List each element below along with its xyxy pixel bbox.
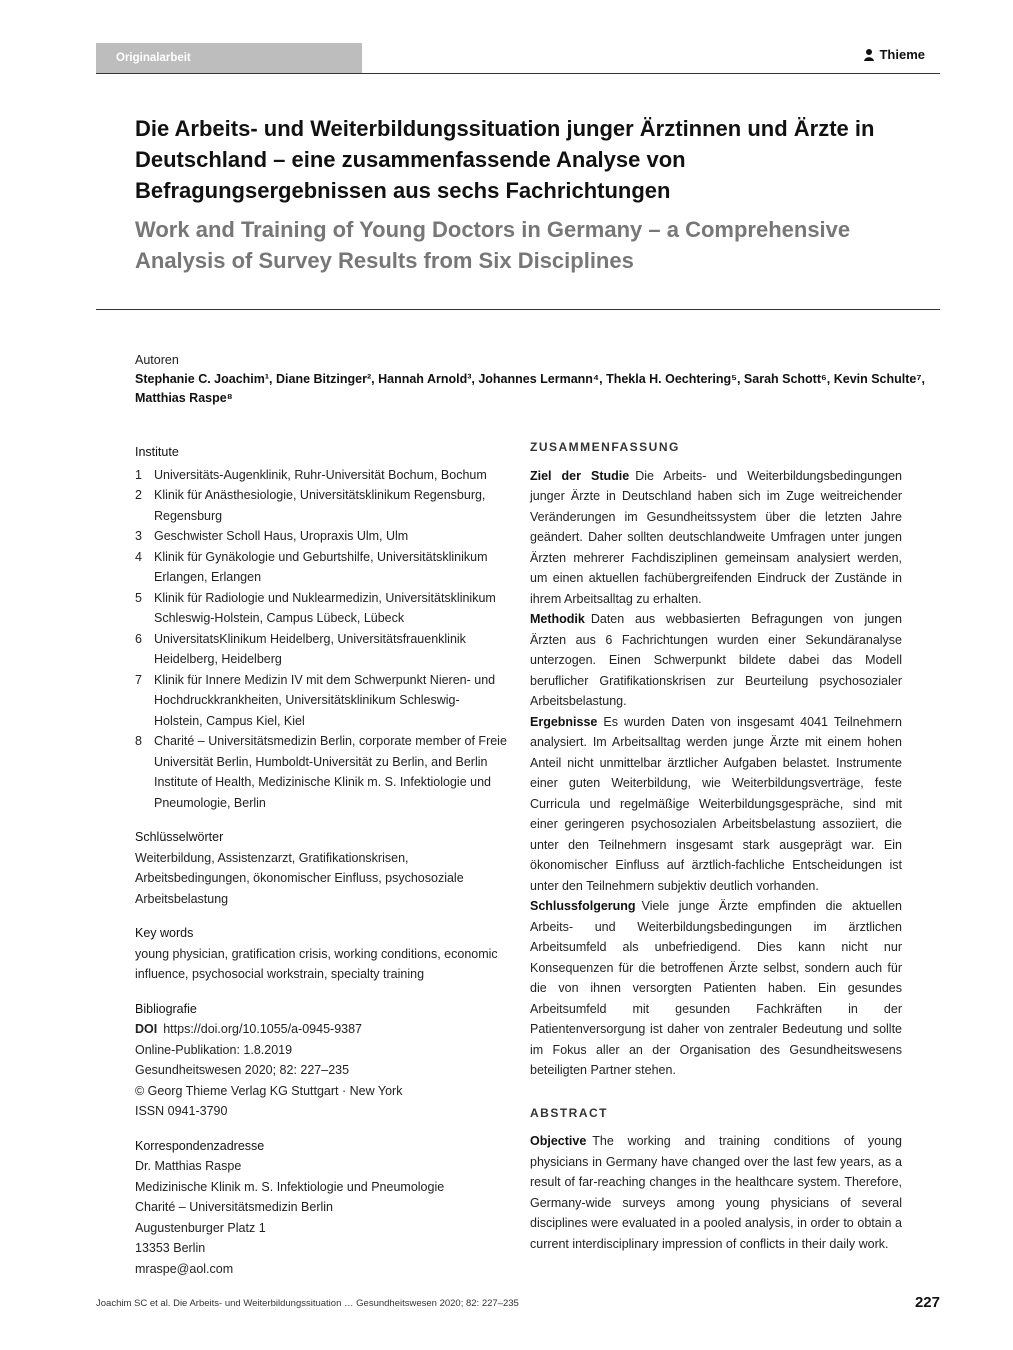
- institute-text: Klinik für Anästhesiologie, Universitätsklinikum Regensburg, Regensburg: [154, 488, 486, 523]
- korrespondenz-label: Korrespondenzadresse: [135, 1138, 265, 1153]
- title-german: Die Arbeits- und Weiterbildungssituation junger Ärztinnen und Ärzte in Deutschland – eine zusammenfassende Analyse von Befragungsergebnissen aus sechs Fachrichtungen: [135, 116, 875, 203]
- title-rule: [96, 309, 940, 310]
- korrespondenz-line: 13353 Berlin: [135, 1241, 206, 1255]
- page-number: 227: [914, 1294, 940, 1311]
- journal-citation: Gesundheitswesen 2020; 82: 227–235: [135, 1063, 350, 1077]
- institute-number: 1: [135, 467, 142, 482]
- publisher-logo: [863, 47, 925, 62]
- institute-number: 2: [135, 488, 142, 502]
- institute-item: [135, 547, 507, 588]
- ergebnisse-paragraph: [530, 712, 902, 897]
- zusammenfassung-heading: ZUSAMMENFASSUNG: [530, 440, 680, 454]
- abstract-heading: ABSTRACT: [530, 1105, 608, 1120]
- bibliografie-label: Bibliografie: [135, 1001, 197, 1016]
- section-label: Originalarbeit: [96, 43, 362, 74]
- institute-number: 7: [135, 672, 142, 687]
- schluss-text: Viele junge Ärzte empfinden die aktuellen Arbeits- und Weiterbildungsbedingungen im ärztlichen Arbeitsumfeld als unbefriedigend. Dies kann nicht nur Konsequenzen für die betroffenen Ärzte selbst, sondern auch für die von ihnen versorgten Patienten haben. Ein gesundes Arbeitsumfeld mit gesunden Fachkräften in der Patientenversorgung ist daher von zentraler Bedeutung und sollte im Fokus aller an der Organisation des Gesundheitswesens beteiligten Partner stehen.: [530, 899, 902, 1077]
- institute-text: Klinik für Radiologie und Nuklearmedizin, Universitätsklinikum Schleswig-Holstein, Campus Lübeck, Lübeck: [154, 590, 496, 625]
- authors-names: Stephanie C. Joachim¹, Diane Bitzinger², Hannah Arnold³, Johannes Lermann⁴, Thekla H. Oechtering⁵, Sarah Schott⁶, Kevin Schulte⁷, Matthias Raspe⁸: [135, 372, 926, 405]
- methodik-paragraph: [530, 609, 902, 712]
- metadata-column: [135, 442, 507, 1279]
- email-link[interactable]: mraspe@aol.com: [135, 1261, 234, 1276]
- doi-link[interactable]: https://doi.org/10.1055/a-0945-9387: [163, 1022, 362, 1036]
- institute-number: 5: [135, 590, 142, 605]
- objective-text: The working and training conditions of young physicians in Germany have changed over the last few years, as a result of far-reaching changes in the healthcare system. Therefore, Germany-wide surveys among young physicians of several disciplines were evaluated in a pooled analysis, in order to obtain a current interdisciplinary impression of conflicts in their daily work.: [530, 1134, 902, 1251]
- keywords-text: young physician, gratification crisis, working conditions, economic influence, psychosocial workstrain, specialty training: [135, 946, 498, 981]
- institute-item: [135, 629, 507, 670]
- bibliografie-section: [135, 999, 507, 1122]
- korrespondenz-line: Medizinische Klinik m. S. Infektiologie und Pneumologie: [135, 1179, 445, 1194]
- korrespondenz-line: Charité – Universitätsmedizin Berlin: [135, 1200, 333, 1214]
- institutes-list: [135, 465, 507, 814]
- institute-item: [135, 526, 507, 547]
- korrespondenz-line: Augustenburger Platz 1: [135, 1220, 266, 1235]
- ziel-text: Die Arbeits- und Weiterbildungsbedingungen junger Ärzte in Deutschland haben sich im Zuge weitreichender Veränderungen im Gesundheitssystem über die letzten Jahre geändert. Daher sollten deutschlandweite Umfragen unter jungen Ärzten mehrerer Fachdisziplinen gemeinsam analysiert werden, um einen aktuellen fachübergreifenden Eindruck der Zustände in ihrem Arbeitsalltag zu erhalten.: [530, 468, 902, 606]
- institute-text: UniversitatsKlinikum Heidelberg, Universitätsfrauenklinik Heidelberg, Heidelberg: [154, 631, 466, 666]
- publisher-name: Thieme: [879, 47, 925, 62]
- institutes-section: [135, 442, 507, 813]
- ergebnisse-text: Es wurden Daten von insgesamt 4041 Teilnehmern analysiert. Im Arbeitsalltag werden junge Ärzte mit einem hohen Anteil nicht unmittelbar ärztlicher Aufgaben belastet. Instrumente einer guten Weiterbildung, wie Weiterbildungsverträge, feste Curricula und regelmäßige Weiterbildungsgespräche, sind mit einer geringeren psychosozialen Arbeitsbelastung assoziiert, die unter den Teilnehmern insgesamt stark ausgeprägt war. Ein ökonomischer Einfluss auf ärztlich-fachliche Entscheidungen ist unter den Teilnehmern subjektiv deutlich vorhanden.: [530, 714, 902, 893]
- authors-label: Autoren: [135, 353, 179, 367]
- institute-text: Klinik für Gynäkologie und Geburtshilfe, Universitätsklinikum Erlangen, Erlangen: [154, 549, 488, 584]
- institute-text: Charité – Universitätsmedizin Berlin, corporate member of Freie Universität Berlin, Humboldt-Universität zu Berlin, and Berlin Institute of Health, Medizinische Klinik m. S. Infektiologie und Pneumologie, Berlin: [154, 734, 507, 810]
- objective-label: Objective: [530, 1134, 587, 1148]
- thieme-logo-icon: [863, 48, 875, 62]
- ziel-label: Ziel der Studie: [530, 468, 630, 483]
- institute-item: [135, 485, 507, 526]
- ergebnisse-label: Ergebnisse: [530, 714, 598, 729]
- korrespondenz-section: [135, 1136, 507, 1280]
- institute-item: [135, 588, 507, 629]
- institute-number: 3: [135, 529, 142, 543]
- abstract-column: [530, 437, 902, 1254]
- institute-item: [135, 670, 507, 732]
- authors-block: [135, 351, 925, 408]
- objective-paragraph: [530, 1131, 902, 1254]
- institute-text: Universitäts-Augenklinik, Ruhr-Universität Bochum, Bochum: [154, 467, 487, 482]
- methodik-label: Methodik: [530, 612, 585, 626]
- title-english: Work and Training of Young Doctors in Germany – a Comprehensive Analysis of Survey Results from Six Disciplines: [135, 217, 851, 273]
- header-rule: [96, 73, 940, 74]
- issn: ISSN 0941-3790: [135, 1104, 228, 1118]
- methodik-text: Daten aus webbasierten Befragungen von jungen Ärzten aus 6 Fachrichtungen wurden einer Sekundäranalyse unterzogen. Einen Schwerpunkt bildete dabei das Modell beruflicher Gratifikationskrisen zur Beurteilung psychosozialer Arbeitsbelastung.: [530, 612, 902, 708]
- institute-number: 6: [135, 631, 142, 646]
- schluss-label: Schlussfolgerung: [530, 899, 636, 913]
- ziel-paragraph: [530, 466, 902, 610]
- korrespondenz-line: Dr. Matthias Raspe: [135, 1159, 242, 1173]
- schluesselwoerter-label: Schlüsselwörter: [135, 830, 224, 844]
- institute-text: Klinik für Innere Medizin IV mit dem Schwerpunkt Nieren- und Hochdruckkrankheiten, Universitätsklinikum Schleswig-Holstein, Campus Kiel, Kiel: [154, 672, 496, 728]
- keywords-section: [135, 923, 507, 985]
- doi-line: [135, 1019, 507, 1040]
- institutes-label: Institute: [135, 445, 179, 459]
- schluesselwoerter-text: Weiterbildung, Assistenzarzt, Gratifikationskrisen, Arbeitsbedingungen, ökonomischer Einfluss, psychosoziale Arbeitsbelastung: [135, 850, 464, 906]
- schluss-paragraph: [530, 896, 902, 1081]
- doi-label: DOI: [135, 1022, 158, 1036]
- institute-text: Geschwister Scholl Haus, Uropraxis Ulm, Ulm: [154, 529, 409, 543]
- footer-citation: Joachim SC et al. Die Arbeits- und Weiterbildungssituation … Gesundheitswesen 2020; 82: 227–235: [96, 1298, 519, 1309]
- copyright: © Georg Thieme Verlag KG Stuttgart · New York: [135, 1083, 403, 1098]
- institute-item: [135, 731, 507, 813]
- institute-item: [135, 465, 507, 486]
- schluesselwoerter-section: [135, 827, 507, 909]
- institute-number: 4: [135, 549, 142, 564]
- institute-number: 8: [135, 734, 142, 748]
- keywords-label: Key words: [135, 926, 194, 940]
- online-publication: Online-Publikation: 1.8.2019: [135, 1042, 293, 1057]
